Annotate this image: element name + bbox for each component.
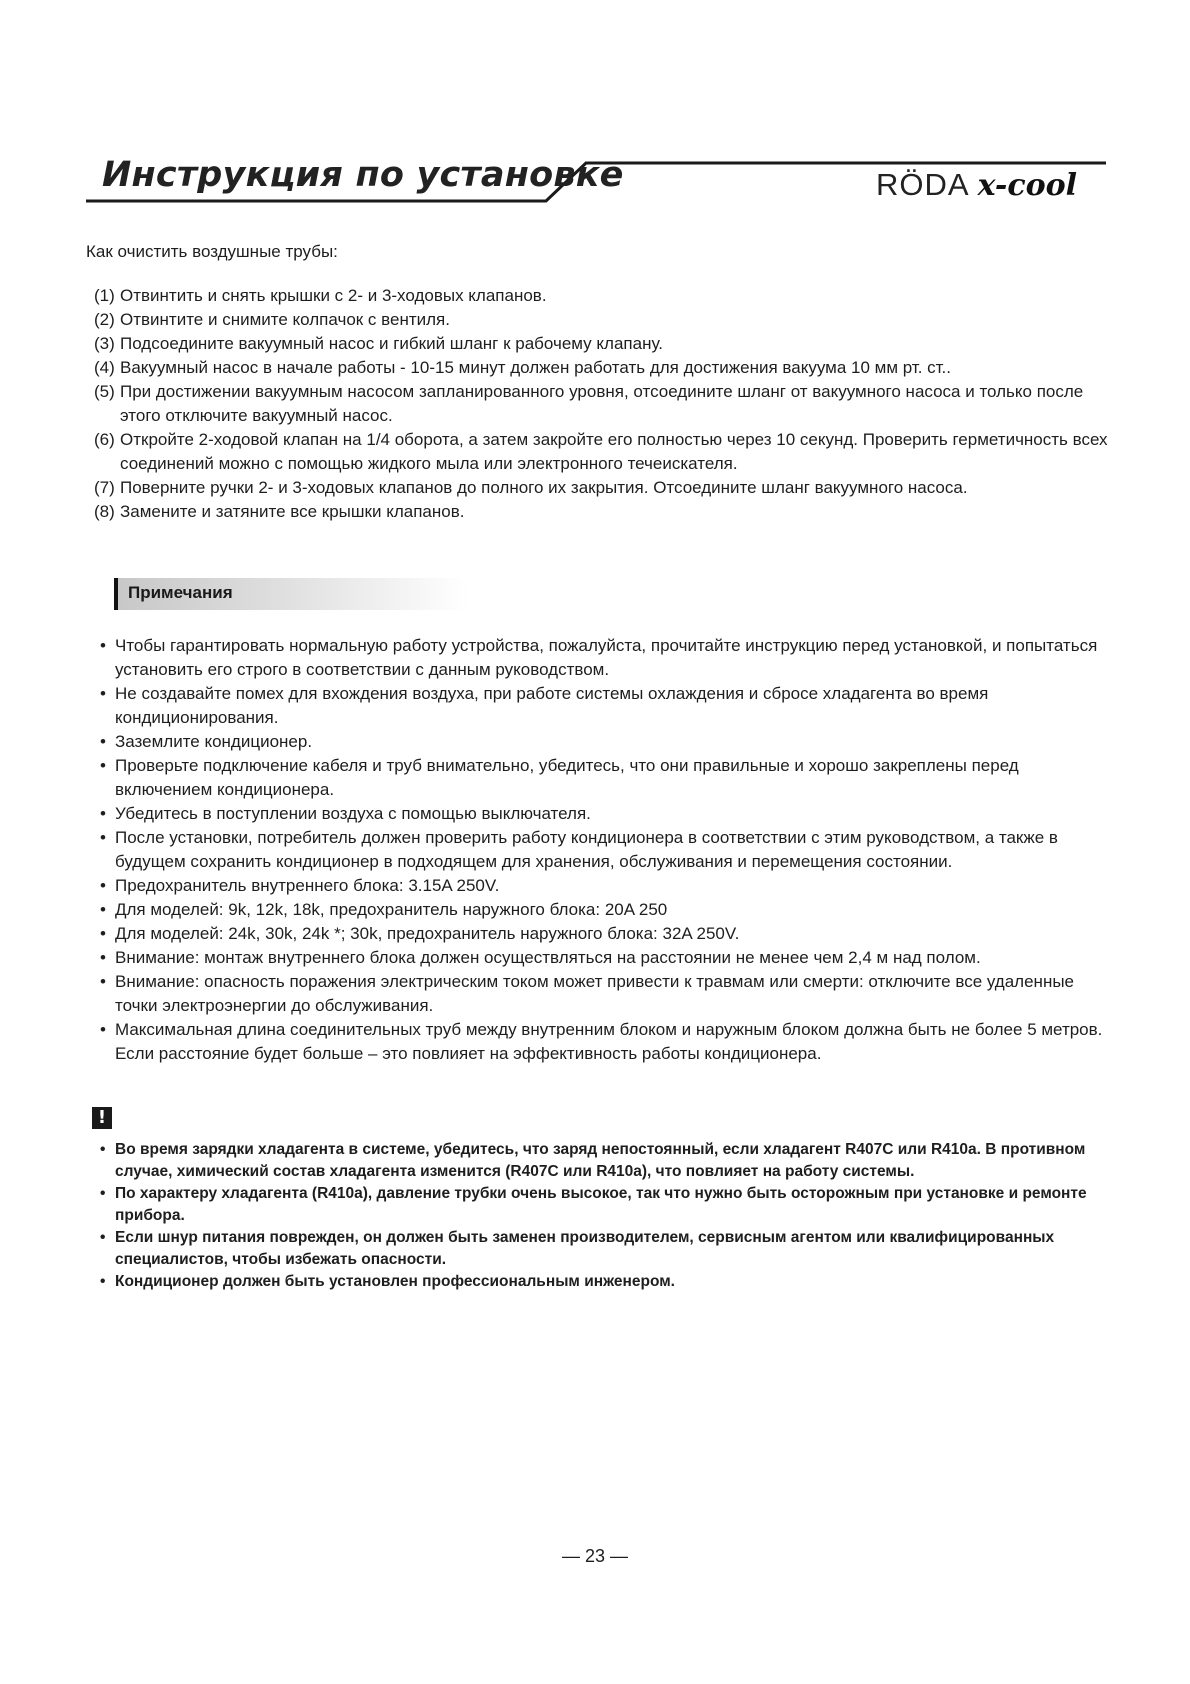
step-item (94, 476, 1114, 500)
warning-text: Кондиционер должен быть установлен профессиональным инженером. (115, 1273, 675, 1290)
bullet-icon: • (100, 1229, 106, 1246)
note-item (100, 970, 1120, 1018)
warning-item (100, 1139, 1120, 1183)
warning-icon: ! (92, 1107, 112, 1129)
bullet-icon: • (100, 636, 106, 655)
note-item (100, 898, 1120, 922)
note-item (100, 874, 1120, 898)
note-item (100, 802, 1120, 826)
page-title: Инструкция по установке (102, 155, 624, 195)
warning-item (100, 1271, 1120, 1293)
note-item (100, 682, 1120, 730)
note-text: Проверьте подключение кабеля и труб внимательно, убедитесь, что они правильные и хорошо закреплены перед включением кондиционера. (115, 756, 1019, 799)
warnings-list (100, 1139, 1120, 1293)
note-text: Не создавайте помех для вхождения воздуха, при работе системы охлаждения и сбросе хладагента во время кондиционирования. (115, 684, 989, 727)
step-text: Подсоедините вакуумный насос и гибкий шланг к рабочему клапану. (120, 334, 663, 353)
step-number: (6) (94, 430, 115, 449)
step-number: (3) (94, 334, 115, 353)
step-number: (1) (94, 286, 115, 305)
step-text: Поверните ручки 2- и 3-ходовых клапанов до полного их закрытия. Отсоедините шланг вакуумного насоса. (120, 478, 968, 497)
note-item (100, 826, 1120, 874)
step-number: (7) (94, 478, 115, 497)
warning-text: Во время зарядки хладагента в системе, убедитесь, что заряд непостоянный, если хладагент R407C или R410a. В противном случае, химический состав хладагента изменится (R407C или R410a), что повлияет на работу системы. (115, 1141, 1086, 1180)
warning-text: Если шнур питания поврежден, он должен быть заменен производителем, сервисным агентом или квалифицированных специалистов, чтобы избежать опасности. (115, 1229, 1055, 1268)
bullet-icon: • (100, 756, 106, 775)
page-header (86, 155, 1106, 207)
step-item (94, 428, 1114, 476)
step-item (94, 356, 1114, 380)
bullet-icon: • (100, 900, 106, 919)
note-item (100, 946, 1120, 970)
bullet-icon: • (100, 684, 106, 703)
bullet-icon: • (100, 972, 106, 991)
bullet-icon: • (100, 732, 106, 751)
step-number: (4) (94, 358, 115, 377)
step-text: Замените и затяните все крышки клапанов. (120, 502, 465, 521)
step-item (94, 284, 1114, 308)
page-number: — 23 — (561, 1546, 629, 1566)
step-item (94, 500, 1114, 524)
bullet-icon: • (100, 876, 106, 895)
brand-roda: RÖDA (876, 167, 970, 202)
step-number: (2) (94, 310, 115, 329)
step-text: Вакуумный насос в начале работы - 10-15 минут должен работать для достижения вакуума 10 мм рт. ст.. (120, 358, 952, 377)
step-item (94, 332, 1114, 356)
note-text: После установки, потребитель должен проверить работу кондиционера в соответствии с этим руководством, а также в будущем сохранить кондиционер в подходящем для хранения, обслуживания и перемещения состоянии. (115, 828, 1058, 871)
bullet-icon: • (100, 948, 106, 967)
bullet-icon: • (100, 924, 106, 943)
note-text: Чтобы гарантировать нормальную работу устройства, пожалуйста, прочитайте инструкцию перед установкой, и попытаться установить его строго в соответствии с данным руководством. (115, 636, 1098, 679)
step-number: (5) (94, 382, 115, 401)
note-text: Предохранитель внутреннего блока: 3.15A 250V. (115, 876, 500, 895)
note-item (100, 634, 1120, 682)
warning-item (100, 1183, 1120, 1227)
step-item (94, 380, 1114, 428)
step-text: При достижении вакуумным насосом запланированного уровня, отсоедините шланг от вакуумного насоса и только после этого отключите вакуумный насос. (120, 382, 1084, 425)
brand-xcool: x-cool (977, 168, 1078, 203)
step-text: Отвинтите и снимите колпачок с вентиля. (120, 310, 450, 329)
note-item (100, 730, 1120, 754)
bullet-icon: • (100, 1185, 106, 1202)
step-item (94, 308, 1114, 332)
note-text: Максимальная длина соединительных труб между внутренним блоком и наружным блоком должна быть не более 5 метров. Если расстояние будет больше – это повлияет на эффективность работы кондиционера. (115, 1020, 1103, 1063)
bullet-icon: • (100, 804, 106, 823)
notes-list (100, 634, 1120, 1066)
step-number: (8) (94, 502, 115, 521)
note-item (100, 754, 1120, 802)
notes-section-header (114, 578, 468, 610)
step-text: Отвинтить и снять крышки с 2- и 3-ходовых клапанов. (120, 286, 547, 305)
bullet-icon: • (100, 828, 106, 847)
intro-text: Как очистить воздушные трубы: (86, 242, 338, 261)
step-text: Откройте 2-ходовой клапан на 1/4 оборота, а затем закройте его полностью через 10 секунд. Проверить герметичность всех соединений можно с помощью жидкого мыла или электронного течеискателя. (120, 430, 1108, 473)
steps-list (94, 284, 1114, 524)
note-item (100, 922, 1120, 946)
notes-title: Примечания (128, 583, 233, 602)
bullet-icon: • (100, 1141, 106, 1158)
note-text: Заземлите кондиционер. (115, 732, 313, 751)
warning-text: По характеру хладагента (R410a), давление трубки очень высокое, так что нужно быть осторожным при установке и ремонте прибора. (115, 1185, 1087, 1224)
note-text: Для моделей: 9k, 12k, 18k, предохранитель наружного блока: 20A 250 (115, 900, 668, 919)
warning-item (100, 1227, 1120, 1271)
bullet-icon: • (100, 1020, 106, 1039)
note-text: Внимание: монтаж внутреннего блока должен осуществляться на расстоянии не менее чем 2,4 м над полом. (115, 948, 981, 967)
note-item (100, 1018, 1120, 1066)
note-text: Внимание: опасность поражения электрическим током может привести к травмам или смерти: отключите все удаленные точки электроэнергии до обслуживания. (115, 972, 1075, 1015)
brand-logo (876, 167, 1077, 203)
note-text: Для моделей: 24k, 30k, 24k *; 30k, предохранитель наружного блока: 32A 250V. (115, 924, 740, 943)
note-text: Убедитесь в поступлении воздуха с помощью выключателя. (115, 804, 591, 823)
bullet-icon: • (100, 1273, 106, 1290)
